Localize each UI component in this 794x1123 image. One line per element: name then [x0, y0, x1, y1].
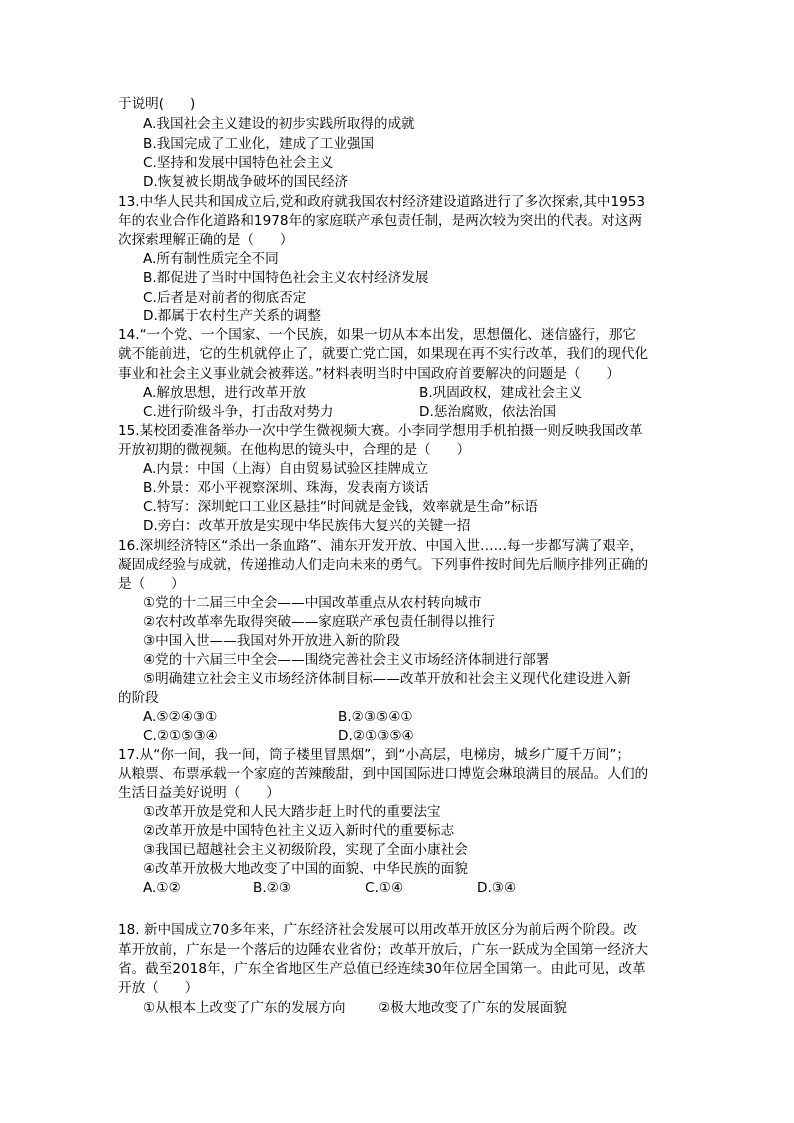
q17-option-a: A.①② — [143, 880, 181, 896]
q16-option-d: D.②①③⑤④ — [338, 728, 414, 744]
q18-item-1: ①从根本上改变了广东的发展方向 — [143, 1000, 346, 1016]
q15-option-b: B.外景：邓小平视察深圳、珠海，发表南方谈话 — [143, 480, 429, 496]
q17-item-4: ④改革开放极大地改变了中国的面貌、中华民族的面貌 — [143, 861, 468, 877]
q15-option-c: C.特写：深圳蛇口工业区悬挂“时间就是金钱，效率就是生命”标语 — [143, 499, 538, 515]
q17-stem-line-3: 生活日益美好说明（ ） — [118, 785, 280, 801]
q14-option-d: D.惩治腐败，依法治国 — [419, 404, 557, 420]
q17-option-c: C.①④ — [365, 880, 404, 896]
q17-stem-line-1: 17.从“你一间，我一间，筒子楼里冒黑烟”，到“小高层，电梯房，城乡广厦千万间”； — [118, 747, 630, 763]
q16-stem-line-3: 是（ ） — [118, 576, 185, 592]
q18-stem-line-4: 开放（ ） — [118, 980, 199, 996]
q12-tail: 于说明( ) — [118, 96, 196, 112]
q16-item-4: ④党的十六届三中全会——围绕完善社会主义市场经济体制进行部署 — [143, 652, 550, 668]
q16-item-5: ⑤明确建立社会主义市场经济体制目标——改革开放和社会主义现代化建设进入新 — [143, 671, 631, 687]
q12-option-b: B.我国完成了工业化，建成了工业强国 — [143, 136, 375, 152]
q17-item-2: ②改革开放是中国特色社主义迈入新时代的重要标志 — [143, 823, 455, 839]
q13-option-b: B.都促进了当时中国特色社会主义农村经济发展 — [143, 270, 429, 286]
q14-option-b: B.巩固政权，建成社会主义 — [419, 385, 583, 401]
q16-item-1: ①党的十二届三中全会——中国改革重点从农村转向城市 — [143, 595, 482, 611]
q16-option-c: C.②①⑤③④ — [143, 728, 218, 744]
q15-stem-line-1: 15.某校团委准备举办一次中学生微视频大赛。小李同学想用手机拍摄一则反映我国改革 — [118, 423, 643, 439]
q13-stem-line-1: 13.中华人民共和国成立后,党和政府就我国农村经济建设道路进行了多次探索,其中1953 — [118, 194, 646, 210]
q12-option-c: C.坚持和发展中国特色社会主义 — [143, 155, 334, 171]
q13-option-d: D.都属于农村生产关系的调整 — [143, 308, 321, 324]
q16-item-5-cont: 的阶段 — [118, 690, 159, 706]
q18-stem-line-1: 18. 新中国成立70多年来，广东经济社会发展可以用改革开放区分为前后两个阶段。改 — [118, 922, 638, 938]
q17-item-3: ③我国已超越社会主义初级阶段，实现了全面小康社会 — [143, 842, 468, 858]
q15-option-a: A.内景：中国（上海）自由贸易试验区挂牌成立 — [143, 461, 429, 477]
q17-option-b: B.②③ — [253, 880, 292, 896]
q14-option-a: A.解放思想，进行改革开放 — [143, 385, 306, 401]
q14-stem-line-2: 就不能前进，它的生机就停止了，就要亡党亡国，如果现在再不实行改革，我们的现代化 — [118, 346, 649, 362]
q18-item-2: ②极大地改变了广东的发展面貌 — [378, 1000, 567, 1016]
q13-stem-line-3: 次探索理解正确的是（ ） — [118, 232, 294, 248]
q15-stem-line-2: 开放初期的微视频。在他构思的镜头中，合理的是（ ） — [118, 442, 471, 458]
q14-option-c: C.进行阶级斗争，打击敌对势力 — [143, 404, 334, 420]
q12-option-d: D.恢复被长期战争破坏的国民经济 — [143, 174, 349, 190]
q16-option-a: A.⑤②④③① — [143, 709, 218, 725]
q16-stem-line-1: 16.深圳经济特区“杀出一条血路”、浦东开发开放、中国入世……每一步都写满了艰辛， — [118, 538, 644, 554]
q16-stem-line-2: 凝固成经验与成就，传递推动人们走向未来的勇气。下列事件按时间先后顺序排列正确的 — [118, 557, 649, 573]
q15-option-d: D.旁白：改革开放是实现中华民族伟大复兴的关键一招 — [143, 518, 471, 534]
q17-stem-line-2: 从粮票、布票承载一个家庭的苦辣酸甜，到中国国际进口博览会琳琅满目的展品。人们的 — [118, 766, 649, 782]
q13-option-c: C.后者是对前者的彻底否定 — [143, 290, 307, 306]
q18-stem-line-2: 革开放前，广东是一个落后的边陲农业省份；改革开放后，广东一跃成为全国第一经济大 — [118, 942, 649, 958]
q13-option-a: A.所有制性质完全不同 — [143, 251, 279, 267]
q16-option-b: B.②③⑤④① — [338, 709, 413, 725]
q18-stem-line-3: 省。截至2018年，广东全省地区生产总值已经连续30年位居全国第一。由此可见，改革 — [118, 961, 646, 977]
q14-stem-line-1: 14.“一个党、一个国家、一个民族，如果一切从本本出发，思想僵化、迷信盛行，那它 — [118, 327, 637, 343]
q17-item-1: ①改革开放是党和人民大踏步赶上时代的重要法宝 — [143, 804, 441, 820]
q17-option-d: D.③④ — [477, 880, 517, 896]
q12-option-a: A.我国社会主义建设的初步实践所取得的成就 — [143, 116, 415, 132]
q13-stem-line-2: 年的农业合作化道路和1978年的家庭联产承包责任制，是两次较为突出的代表。对这两 — [118, 213, 642, 229]
q14-stem-line-3: 事业和社会主义事业就会被葬送。”材料表明当时中国政府首要解决的问题是（ ） — [118, 366, 620, 382]
q16-item-2: ②农村改革率先取得突破——家庭联产承包责任制得以推行 — [143, 614, 496, 630]
q16-item-3: ③中国入世——我国对外开放进入新的阶段 — [143, 633, 400, 649]
